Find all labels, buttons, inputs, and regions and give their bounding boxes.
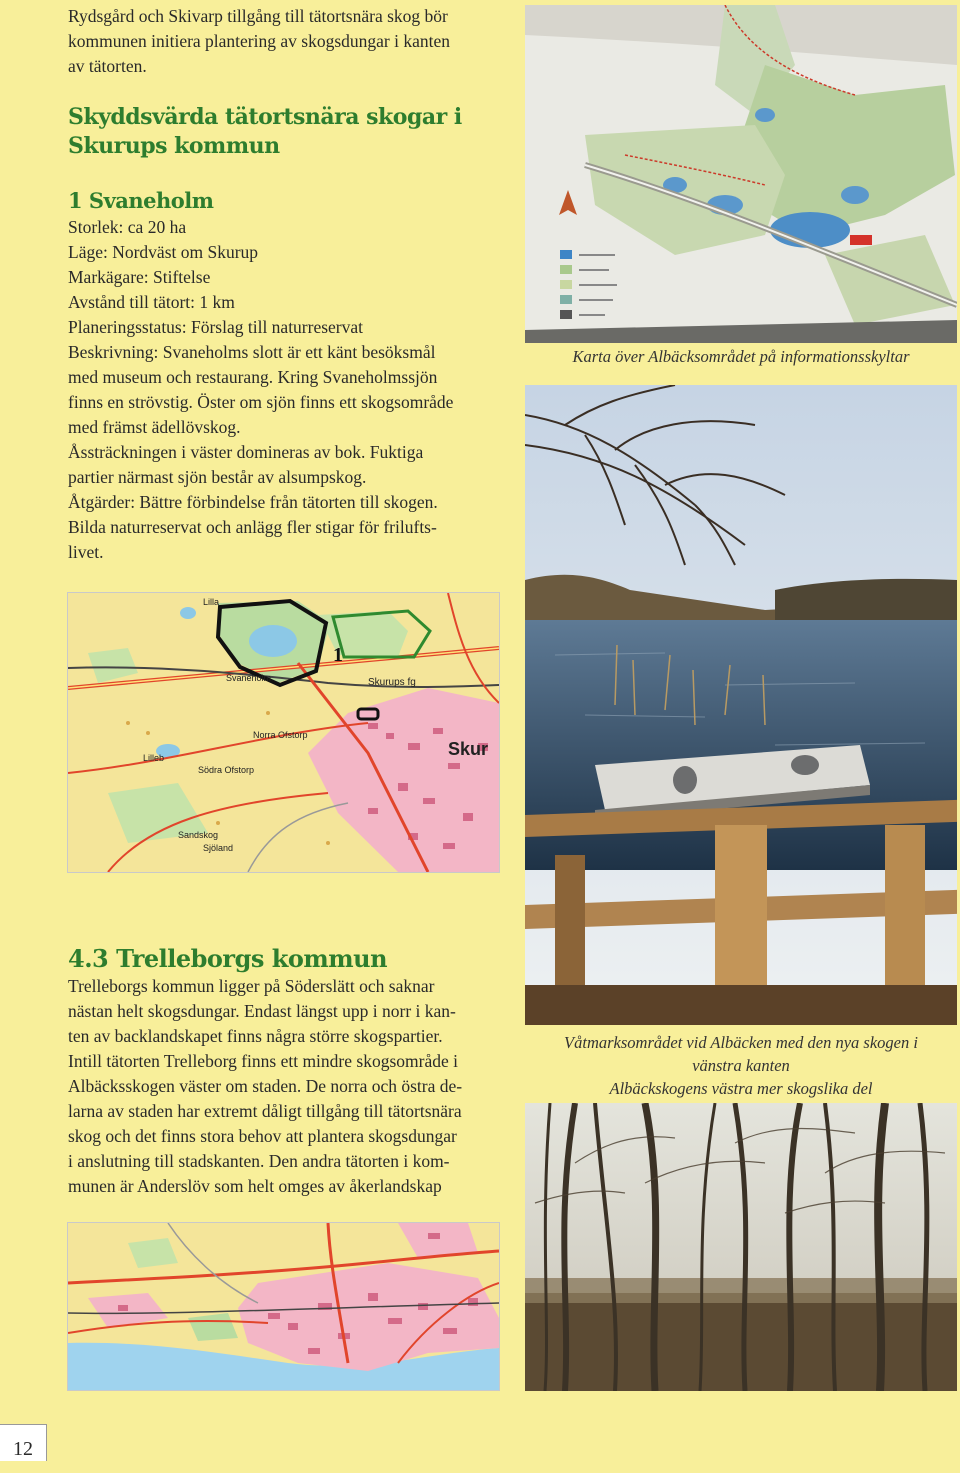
map-label: Skurups fg (368, 677, 416, 688)
map-label: Lilla (203, 597, 220, 607)
map-label: Sjöland (203, 843, 234, 853)
trelleborg-line: Intill tätorten Trelleborg finns ett mindre skogsområde i (68, 1051, 458, 1071)
section-heading (68, 103, 462, 161)
intro-line: Rydsgård och Skivarp tillgång till tätortsnära skog bör (68, 6, 448, 26)
map-marker-number: 1 (333, 644, 343, 666)
trelleborg-line: nästan helt skogsdungar. Endast längst upp i norr i kan- (68, 1001, 456, 1021)
map-label: Lilleb (143, 753, 165, 763)
trelleborg-line: larna av staden har extremt dåligt tillgång till tätortsnära (68, 1101, 462, 1121)
caption-wetland (525, 1031, 957, 1100)
trelleborg-line: skog och det finns stora behov att plantera skogsdungar (68, 1126, 457, 1146)
trelleborg-title: 4.3 Trelleborgs kommun (68, 944, 388, 973)
page-number: 12 (0, 1424, 47, 1461)
section-heading-line: Skurups kommun (68, 133, 280, 159)
map-label: Svaneholm (226, 673, 272, 683)
map-label: Sandskog (178, 830, 219, 840)
section-heading-line: Skyddsvärda tätortsnära skogar i (68, 104, 462, 130)
map-label: Skur (448, 739, 489, 759)
svaneholm-line: Planeringsstatus: Förslag till naturreservat (68, 317, 364, 337)
map-label: Norra Ofstorp (253, 730, 308, 740)
svaneholm-line: Läge: Nordväst om Skurup (68, 242, 259, 262)
intro-line: av tätorten. (68, 56, 147, 76)
trelleborg-line: i anslutning till stadskanten. Den andra tätorten i kom- (68, 1151, 450, 1171)
intro-paragraph (68, 4, 500, 79)
caption-forest: Albäckskogens västra mer skogslika del (609, 1079, 873, 1098)
svaneholm-map (67, 592, 500, 873)
caption-wetland-line: Våtmarksområdet vid Albäcken med den nya skogen i (564, 1033, 918, 1052)
trelleborg-line: Albäcksskogen väster om staden. De norra och östra de- (68, 1076, 463, 1096)
svaneholm-line: livet. (68, 542, 104, 562)
trelleborg-line: munen är Anderslöv som helt omges av åkerlandskap (68, 1176, 442, 1196)
caption-wetland-line: vänstra kanten (692, 1056, 790, 1075)
svaneholm-title: 1 Svaneholm (68, 188, 214, 213)
svaneholm-line: Åtgärder: Bättre förbindelse från tätorten till skogen. (68, 492, 438, 512)
svaneholm-line: Avstånd till tätort: 1 km (68, 292, 235, 312)
trelleborg-description (68, 974, 500, 1199)
map-label: Södra Ofstorp (198, 765, 255, 775)
svaneholm-line: Markägare: Stiftelse (68, 267, 211, 287)
intro-line: kommunen initiera plantering av skogsdungar i kanten (68, 31, 450, 51)
information-board-photo (525, 5, 957, 343)
forest-photo (525, 1103, 957, 1391)
caption-information-board: Karta över Albäcksområdet på informationsskyltar (572, 347, 910, 366)
svaneholm-line: Åssträckningen i väster domineras av bok. Fuktiga (68, 442, 424, 462)
svaneholm-line: Beskrivning: Svaneholms slott är ett känt besöksmål (68, 342, 436, 362)
svaneholm-line: finns en strövstig. Öster om sjön finns ett skogsområde (68, 392, 454, 412)
wetland-photo (525, 385, 957, 1025)
svaneholm-description (68, 215, 500, 565)
svaneholm-line: med museum och restaurang. Kring Svaneholmssjön (68, 367, 438, 387)
svaneholm-line: Storlek: ca 20 ha (68, 217, 187, 237)
svaneholm-line: partier närmast sjön består av alsumpskog. (68, 467, 367, 487)
trelleborg-line: Trelleborgs kommun ligger på Söderslätt och saknar (68, 976, 435, 996)
svaneholm-line: med främst ädellövskog. (68, 417, 241, 437)
trelleborg-map (67, 1222, 500, 1391)
svaneholm-line: Bilda naturreservat och anlägg fler stigar för frilufts- (68, 517, 437, 537)
trelleborg-line: ten av backlandskapet finns några större skogspartier. (68, 1026, 443, 1046)
